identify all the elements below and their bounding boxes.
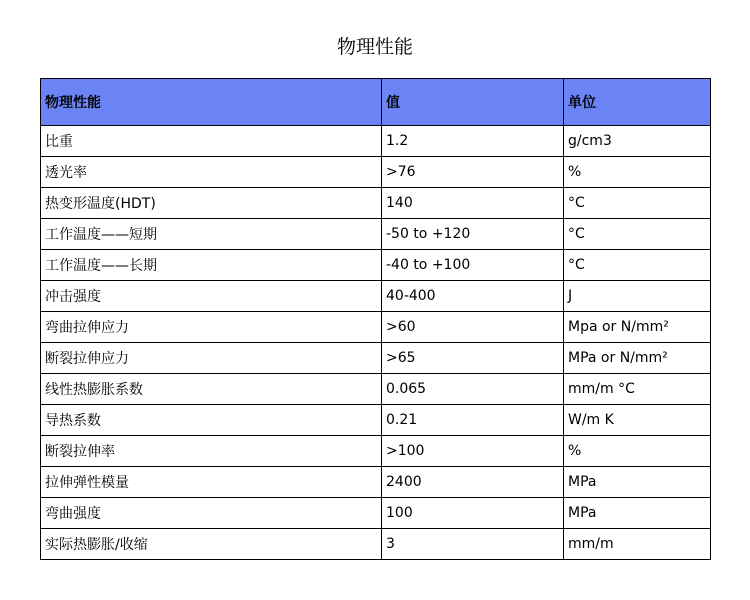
table-row [41,436,711,467]
cell-property: 断裂拉伸率 [41,436,382,467]
cell-property: 工作温度——短期 [41,219,382,250]
cell-unit: MPa [564,498,711,529]
table-row [41,529,711,560]
header-property: 物理性能 [41,79,382,126]
cell-property: 线性热膨胀系数 [41,374,382,405]
cell-property: 实际热膨胀/收缩 [41,529,382,560]
table-row [41,343,711,374]
cell-value: 1.2 [382,126,564,157]
table-row [41,126,711,157]
cell-unit: MPa [564,467,711,498]
table-row [41,405,711,436]
cell-unit: % [564,436,711,467]
cell-property: 弯曲强度 [41,498,382,529]
table-row [41,188,711,219]
cell-unit: % [564,157,711,188]
cell-property: 热变形温度(HDT) [41,188,382,219]
cell-property: 冲击强度 [41,281,382,312]
cell-unit: °C [564,250,711,281]
cell-unit: Mpa or N/mm² [564,312,711,343]
properties-table [40,78,711,560]
cell-property: 弯曲拉伸应力 [41,312,382,343]
cell-value: >100 [382,436,564,467]
table-row [41,467,711,498]
cell-unit: J [564,281,711,312]
cell-property: 拉伸弹性模量 [41,467,382,498]
table-row [41,281,711,312]
table-row [41,312,711,343]
table-row [41,219,711,250]
cell-unit: mm/m °C [564,374,711,405]
cell-unit: g/cm3 [564,126,711,157]
cell-value: 100 [382,498,564,529]
cell-property: 比重 [41,126,382,157]
table-row [41,374,711,405]
cell-value: >76 [382,157,564,188]
table-row [41,498,711,529]
cell-value: 0.21 [382,405,564,436]
cell-property: 工作温度——长期 [41,250,382,281]
header-value: 值 [382,79,564,126]
table-header-row [41,79,711,126]
header-unit: 单位 [564,79,711,126]
cell-value: -50 to +120 [382,219,564,250]
cell-value: 3 [382,529,564,560]
cell-value: 40-400 [382,281,564,312]
cell-unit: °C [564,219,711,250]
table-row [41,250,711,281]
page-title: 物理性能 [336,36,413,58]
cell-value: >60 [382,312,564,343]
cell-property: 透光率 [41,157,382,188]
cell-unit: °C [564,188,711,219]
cell-property: 断裂拉伸应力 [41,343,382,374]
cell-value: 0.065 [382,374,564,405]
cell-value: >65 [382,343,564,374]
cell-property: 导热系数 [41,405,382,436]
table-row [41,157,711,188]
cell-value: 2400 [382,467,564,498]
cell-value: 140 [382,188,564,219]
cell-value: -40 to +100 [382,250,564,281]
cell-unit: MPa or N/mm² [564,343,711,374]
cell-unit: W/m K [564,405,711,436]
cell-unit: mm/m [564,529,711,560]
